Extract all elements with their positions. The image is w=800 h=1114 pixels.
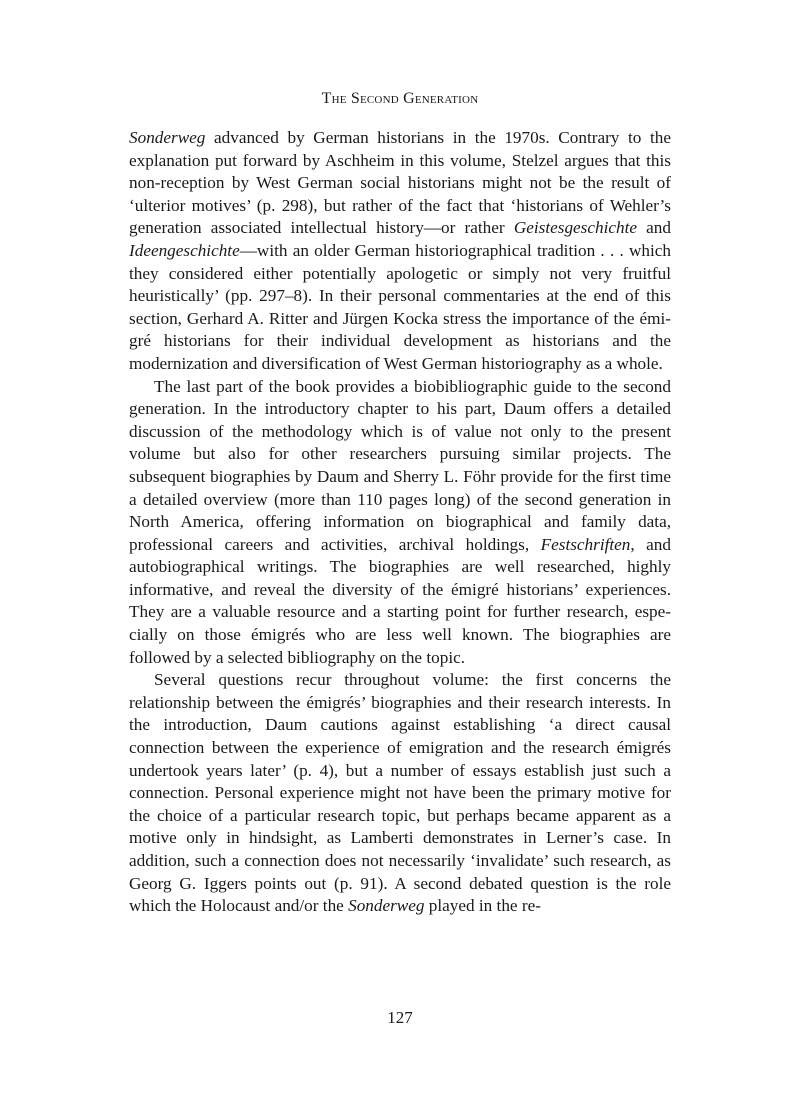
text-segment: Sonderweg [348, 896, 425, 916]
paragraph [129, 669, 671, 918]
text-segment: advanced by German historians in the 1970s. Contrary to the explanation put forward by Aschheim in this volume, Stelzel argues that this non-reception by West German social historians might not be the result of ‘ulterior motives’ (p. 298), but rather of the fact that ‘historians of Wehler’s generation associated intellectual history—or rather [129, 128, 671, 238]
text-segment: and [636, 218, 671, 238]
running-head: The Second Generation [321, 90, 479, 107]
paragraph [129, 376, 671, 670]
text-segment: , and autobiographical writings. The biographies are well researched, highly informative, and reveal the diversity of the émigré historians’ experiences. They are a valuable resource and a starting point for further research, especially on those émigrés who are less well known. The biographies are followed by a selected bibliography on the topic. [129, 534, 671, 667]
text-segment: played in the re- [424, 896, 541, 916]
text-segment: The last part of the book provides a biobibliographic guide to the second generation. In the introductory chapter to his part, Daum offers a detailed discussion of the methodology which is of value not only to the present volume but also for other researchers pursuing similar projects. The subsequent biographies by Daum and Sherry L. Föhr provide for the first time a detailed overview (more than 110 pages long) of the second generation in North America, offering information on biographical and family data, professional careers and activities, archival holdings, [129, 376, 671, 554]
text-segment: Several questions recur throughout volume: the first concerns the relationship between the émigrés’ biographies and their research interests. In the introduction, Daum cautions against establishing ‘a direct causal connection between the experience of emigration and the research émigrés undertook years later’ (p. 4), but a number of essays establish just such a connection. Personal experience might not have been the primary motive for the choice of a particular research topic, but perhaps became apparent as a motive only in hindsight, as Lamberti demonstrates in Lerner’s case. In addition, such a connection does not necessarily ‘invalidate’ such research, as Georg G. Iggers points out (p. 91). A second debated question is the role which the Holocaust and/or the [129, 670, 671, 916]
page-number: 127 [387, 1008, 413, 1027]
text-segment: —with an older German historiographical tradition . . . which they considered either potentially apologetic or simply not very fruitful heuristically’ (pp. 297–8). In their personal commentaries at the end of this section, Gerhard A. Ritter and Jürgen Kocka stress the importance of the émigré historians for their individual development as historians and the modernization and diversification of West German historiography as a whole. [129, 240, 671, 373]
text-segment: Ideengeschichte [129, 240, 240, 260]
text-segment: Festschriften [540, 534, 631, 554]
body-text [129, 127, 671, 918]
text-segment: Sonderweg [129, 128, 206, 147]
paragraph [129, 127, 671, 376]
text-segment: Geistesgeschichte [513, 218, 637, 238]
